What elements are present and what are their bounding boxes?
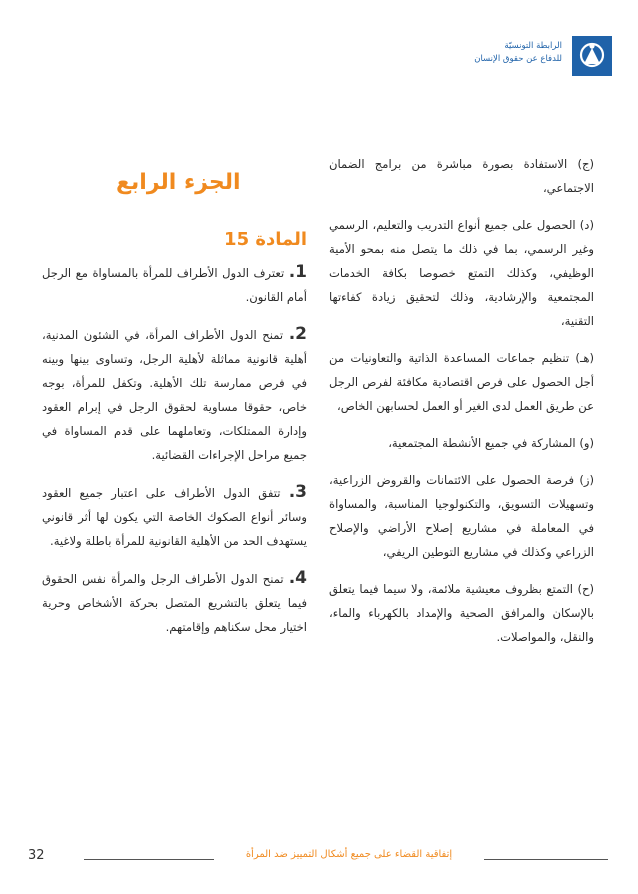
clause-z: (ز) فرصة الحصول على الائتمانات والقروض الزراعية، وتسهيلات التسويق، والتكنولوجيا المناسبة، والمساواة في المعاملة في مشاريع إصلاح الأراضي والإصلاح الزراعي وكذلك في مشاريع التوطين الريفي، <box>329 473 594 559</box>
clause-w: (و) المشاركة في جميع الأنشطة المجتمعية، <box>388 436 594 450</box>
page-header <box>442 36 612 82</box>
item-text: تمنح الدول الأطراف الرجل والمرأة نفس الحقوق فيما يتعلق بالتشريع المتصل بحركة الأشخاص وحرية اختيار محل سكناهم وإقامتهم. <box>42 572 307 634</box>
item-number: 1. <box>288 262 307 282</box>
article-item-2 <box>42 322 307 467</box>
section-title: الجزء الرابع <box>116 170 241 195</box>
page-footer <box>28 848 608 868</box>
footer-divider <box>484 859 608 860</box>
article-item-1 <box>42 260 307 309</box>
clause-c: (ج) الاستفادة بصورة مباشرة من برامج الضمان الاجتماعي، <box>329 157 594 195</box>
organization-name-line1: الرابطة التونسيّة <box>504 41 562 51</box>
item-number: 3. <box>288 482 307 502</box>
clause-d: (د) الحصول على جميع أنواع التدريب والتعليم، الرسمي وغير الرسمي، بما في ذلك ما يتصل منه بمحو الأمية الوظيفي، وكذلك التمتع خصوصا بكافة الخدمات المجتمعية والإرشادية، وذلك لتحقيق زيادة كفاءتها التقنية، <box>329 218 594 328</box>
item-number: 2. <box>288 324 307 344</box>
footer-divider <box>84 859 214 860</box>
article-item-4 <box>42 566 307 639</box>
clause-h: (هـ) تنظيم جماعات المساعدة الذاتية والتعاونيات من أجل الحصول على فرص اقتصادية مكافئة لفرص الرجل عن طريق العمل لدى الغير أو العمل لحسابهن الخاص، <box>329 351 594 413</box>
clause-ha: (ح) التمتع بظروف معيشية ملائمة، ولا سيما فيما يتعلق بالإسكان والمرافق الصحية والإمداد بالكهرباء والماء، والنقل، والمواصلات. <box>329 582 594 644</box>
article-title: المادة 15 <box>224 229 307 250</box>
page-number: 32 <box>28 848 45 863</box>
left-column <box>42 172 307 652</box>
organization-name <box>474 40 562 66</box>
item-number: 4. <box>288 568 307 588</box>
organization-name-line2: للدفاع عن حقوق الإنسان <box>474 54 562 64</box>
item-text: تمنح الدول الأطراف المرأة، في الشئون المدنية، أهلية قانونية مماثلة لأهلية الرجل، وتساوى بينها وبينه في فرص ممارسة تلك الأهلية. وتكفل للمرأة، بوجه خاص، حقوقا مساوية لحقوق الرجل في إبرام العقود وإدارة الممتلكات، وتعاملهما على قدم المساواة في جميع مراحل الإجراءات القضائية. <box>42 328 307 462</box>
item-text: تعترف الدول الأطراف للمرأة بالمساواة مع الرجل أمام القانون. <box>42 266 307 304</box>
item-text: تتفق الدول الأطراف على اعتبار جميع العقود وسائر أنواع الصكوك الخاصة التي يكون لها أثر قانوني يستهدف الحد من الأهلية القانونية للمرأة باطلة ولاغية. <box>42 486 307 548</box>
right-column <box>329 152 594 662</box>
footer-title: إتفاقية القضاء على جميع أشكال التمييز ضد المرأة <box>245 849 453 860</box>
league-logo-icon <box>572 36 612 76</box>
article-item-3 <box>42 480 307 553</box>
